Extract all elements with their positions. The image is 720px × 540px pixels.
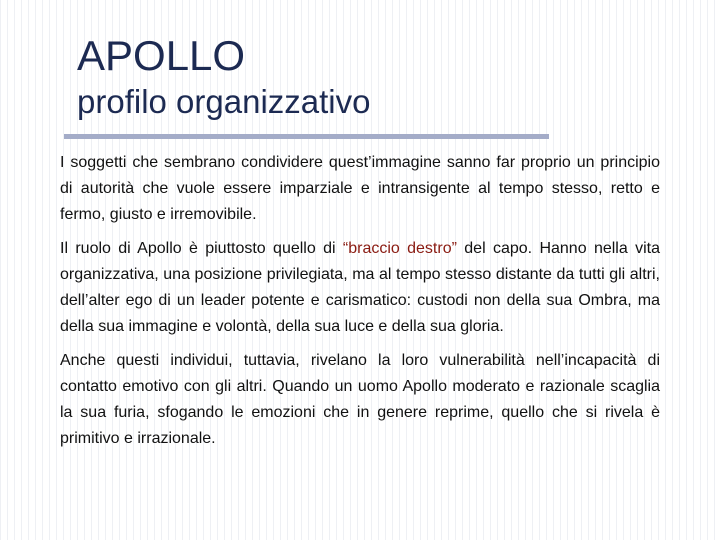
paragraph-2-after: del capo. Hanno nella vita organizzativa, una posizione privilegiata, ma al tempo stesso distante da tutti gli altri, dell’alter ego di un leader potente e carismatico: custodi non della sua Ombra, ma della sua immagine e volontà, della sua luce e della sua gloria. bbox=[60, 240, 660, 335]
paragraph-3: Anche questi individui, tuttavia, rivelano la loro vulnerabilità nell’incapacità di contatto emotivo con gli altri. Quando un uomo Apollo moderato e razionale scaglia la sua furia, sfogando le emozioni che in genere reprime, quello che si rivela è primitivo e irrazionale. bbox=[60, 352, 660, 447]
paragraph-2-before: Il ruolo di Apollo è piuttosto quello di bbox=[60, 240, 343, 257]
slide-subtitle: profilo organizzativo bbox=[77, 83, 371, 120]
title-block bbox=[77, 30, 677, 122]
highlight-quote: “braccio destro” bbox=[342, 240, 457, 257]
paragraph-1: I soggetti che sembrano condividere quest’immagine sanno far proprio un principio di autorità che vuole essere imparziale e intransigente al tempo stesso, retto e fermo, giusto e irremovibile. bbox=[60, 154, 660, 223]
paragraph-2 bbox=[60, 236, 660, 340]
slide-title: APOLLO bbox=[77, 32, 246, 79]
title-divider bbox=[64, 134, 549, 139]
slide-body bbox=[60, 150, 660, 460]
